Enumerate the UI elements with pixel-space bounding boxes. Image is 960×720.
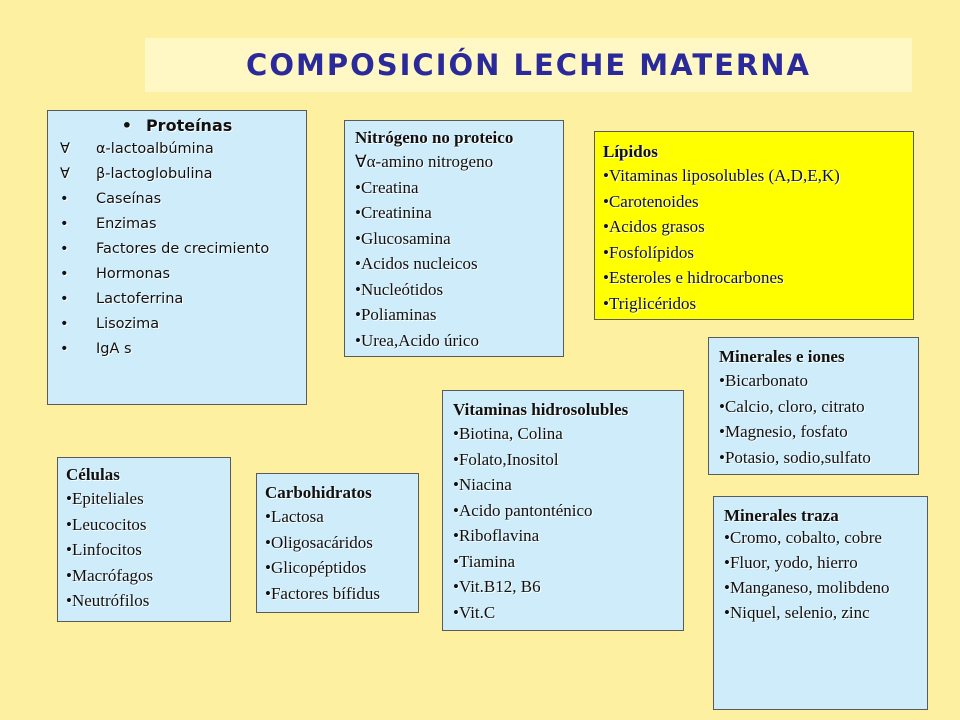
list-item: •Potasio, sodio,sulfato [719, 447, 871, 467]
list-item: •Urea,Acido úrico [355, 330, 479, 350]
list-item: •Tiamina [453, 551, 515, 571]
list-item: •Esteroles e hidrocarbones [603, 268, 784, 287]
list-item: •Acido pantonténico [453, 500, 593, 520]
carbs-box [256, 473, 419, 613]
list-item: •Glicopéptidos [265, 558, 367, 577]
carbs-heading: Carbohidratos [265, 483, 372, 502]
list-marker: • [60, 291, 69, 307]
list-item: •Vit.B12, B6 [453, 577, 541, 596]
list-item: •Carotenoides [603, 191, 699, 211]
list-marker: ∀ [60, 166, 70, 182]
cells-heading: Células [66, 465, 120, 484]
list-item: •Leucocitos [66, 514, 147, 534]
lipids-list [603, 163, 913, 316]
list-item-label: Factores de crecimiento [96, 241, 270, 257]
list-item: •Nucleótidos [355, 279, 444, 299]
list-item: •Folato,Inositol [453, 449, 559, 469]
list-item: •Lactosa [265, 507, 324, 526]
list-item: •Epiteliales [66, 489, 144, 508]
page-title: COMPOSICIÓN LECHE MATERNA [246, 48, 811, 82]
list-item: •Neutrófilos [66, 591, 150, 610]
nitrogen-box [344, 120, 564, 357]
vitamins-heading: Vitaminas hidrosolubles [453, 400, 629, 419]
list-item [48, 287, 306, 312]
list-item-label: α-lactoalbúmina [96, 141, 214, 157]
list-item-label: IgA s [96, 341, 132, 357]
list-item: •Calcio, cloro, citrato [719, 396, 865, 416]
nitrogen-list [355, 149, 563, 353]
list-item: •Acidos nucleicos [355, 254, 478, 273]
trace-minerals-list [724, 527, 919, 624]
list-item: •Bicarbonato [719, 371, 809, 390]
trace-minerals-box [713, 496, 928, 710]
list-item [48, 262, 306, 287]
list-item: •Vit.C [453, 602, 496, 622]
list-marker: • [60, 241, 69, 257]
cells-list [66, 486, 230, 614]
list-marker: • [60, 191, 69, 207]
list-item: •Factores bífidus [265, 583, 381, 603]
list-item: •Linfocitos [66, 540, 142, 559]
list-item-label: Caseínas [96, 191, 162, 207]
list-item [48, 162, 306, 187]
vitamins-list [453, 421, 683, 625]
list-item: •Glucosamina [355, 228, 451, 248]
list-marker: • [60, 316, 69, 332]
lipids-heading: Lípidos [603, 142, 658, 161]
list-item [48, 187, 306, 212]
list-item-label: β-lactoglobulina [96, 166, 213, 182]
list-marker: • [60, 341, 69, 357]
proteins-list [48, 137, 306, 362]
list-item-label: Enzimas [96, 216, 157, 232]
minerals-heading: Minerales e iones [719, 347, 845, 366]
trace-minerals-heading: Minerales traza [724, 506, 839, 525]
vitamins-box [442, 390, 684, 631]
proteins-box [47, 110, 307, 405]
lipids-box [594, 131, 914, 320]
list-item: •Riboflavina [453, 526, 540, 545]
list-item [48, 137, 306, 162]
list-item [48, 212, 306, 237]
list-item: •Macrófagos [66, 565, 154, 585]
title-banner [145, 38, 912, 92]
list-item: •Biotina, Colina [453, 424, 563, 443]
list-item-label: Hormonas [96, 266, 171, 282]
list-item [48, 237, 306, 262]
list-item: •Fosfolípidos [603, 242, 694, 262]
list-item: •Oligosacáridos [265, 532, 373, 552]
nitrogen-heading: Nitrógeno no proteico [355, 128, 514, 147]
list-marker: • [60, 216, 69, 232]
list-item: •Creatinina [355, 203, 432, 222]
proteins-heading: • Proteínas [121, 116, 233, 135]
list-item [48, 337, 306, 362]
minerals-list [719, 368, 918, 470]
list-marker: ∀ [60, 141, 70, 157]
list-item: •Triglicéridos [603, 293, 697, 313]
list-item: •Creatina [355, 177, 419, 197]
list-item: •Vitaminas liposolubles (A,D,E,K) [603, 166, 840, 185]
list-item: •Poliaminas [355, 305, 437, 324]
minerals-box [708, 337, 919, 475]
list-item: •Magnesio, fosfato [719, 422, 848, 441]
list-item-label: Lisozima [96, 316, 160, 332]
list-marker: • [60, 266, 69, 282]
list-item: ∀α-amino nitrogeno [355, 152, 494, 171]
list-item [48, 312, 306, 337]
carbs-list [265, 504, 418, 606]
cells-box [57, 457, 231, 622]
list-item-label: Lactoferrina [96, 291, 184, 307]
list-item: •Acidos grasos [603, 217, 705, 236]
list-item: •Niquel, selenio, zinc [724, 603, 870, 622]
list-item: •Niacina [453, 475, 512, 494]
list-item: •Manganeso, molibdeno [724, 578, 890, 597]
list-item: •Fluor, yodo, hierro [724, 553, 858, 572]
list-item: •Cromo, cobalto, cobre [724, 528, 882, 547]
proteins-heading-label: Proteínas [145, 116, 233, 135]
